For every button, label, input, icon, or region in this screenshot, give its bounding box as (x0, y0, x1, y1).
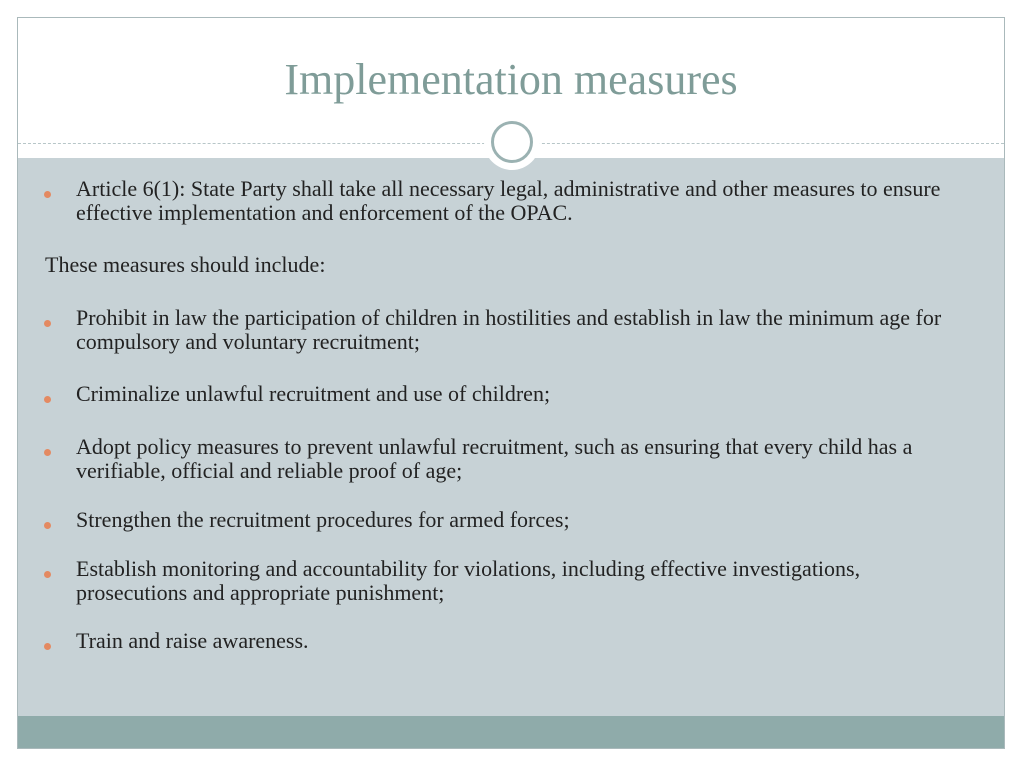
content-area (18, 158, 1004, 716)
footer-bar (18, 716, 1004, 749)
intro-bullet: Article 6(1): State Party shall take all necessary legal, administrative and other measures to ensure effective implementation and enforcement of the OPAC. (76, 176, 941, 225)
list-item: Criminalize unlawful recruitment and use of children; (76, 381, 551, 406)
list-item: Adopt policy measures to prevent unlawful recruitment, such as ensuring that every child has a verifiable, official and reliable proof of age; (76, 434, 913, 483)
divider-circle-icon (484, 114, 540, 170)
bullet-dot-icon (44, 191, 51, 198)
bullet-dot-icon (44, 396, 51, 403)
bullet-dot-icon (44, 643, 51, 650)
list-item: Prohibit in law the participation of children in hostilities and establish in law the minimum age for compulsory and voluntary recruitment; (76, 305, 942, 354)
bullet-dot-icon (44, 320, 51, 327)
slide (17, 17, 1005, 749)
list-item: Strengthen the recruitment procedures for armed forces; (76, 507, 570, 532)
list-item: Establish monitoring and accountability for violations, including effective investigations, prosecutions and appropriate punishment; (76, 556, 861, 605)
subheading: These measures should include: (45, 252, 326, 277)
bullet-dot-icon (44, 522, 51, 529)
list-item: Train and raise awareness. (76, 628, 309, 653)
circle-ring-icon (491, 121, 533, 163)
bullet-dot-icon (44, 571, 51, 578)
slide-title: Implementation measures (284, 55, 738, 104)
bullet-dot-icon (44, 449, 51, 456)
